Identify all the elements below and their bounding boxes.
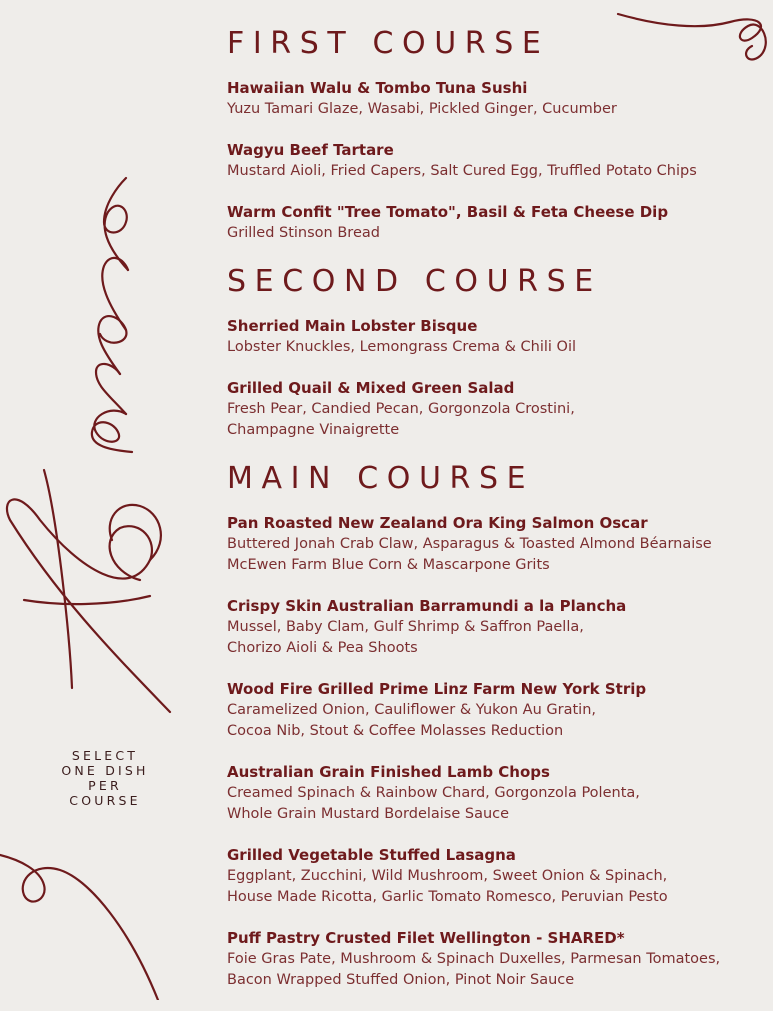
description-line: Creamed Spinach & Rainbow Chard, Gorgonzola Polenta, — [227, 785, 640, 801]
dish-name: Wood Fire Grilled Prime Linz Farm New York Strip — [227, 680, 647, 698]
dish-description — [227, 99, 767, 120]
menu-item — [227, 762, 767, 825]
note-line: PER — [88, 778, 122, 793]
description-line: Buttered Jonah Crab Claw, Asparagus & Toasted Almond Béarnaise — [227, 536, 712, 552]
note-line: ONE DISH — [61, 763, 149, 778]
menu-item — [227, 928, 767, 991]
description-line: House Made Ricotta, Garlic Tomato Romesco, Peruvian Pesto — [227, 889, 668, 905]
description-line: McEwen Farm Blue Corn & Mascarpone Grits — [227, 557, 550, 573]
description-line: Foie Gras Pate, Mushroom & Spinach Duxelles, Parmesan Tomatoes, — [227, 951, 721, 967]
dish-name: Grilled Quail & Mixed Green Salad — [227, 379, 515, 397]
dish-name: Puff Pastry Crusted Filet Wellington - SHARED* — [227, 929, 625, 947]
dish-description — [227, 534, 767, 576]
dish-name: Sherried Main Lobster Bisque — [227, 317, 478, 335]
section-first-course — [227, 26, 767, 244]
select-one-dish-note — [40, 748, 170, 808]
description-line: Cocoa Nib, Stout & Coffee Molasses Reduction — [227, 723, 564, 739]
section-title: MAIN COURSE — [227, 461, 535, 496]
dish-description — [227, 161, 767, 182]
section-title: SECOND COURSE — [227, 264, 602, 299]
section-title: FIRST COURSE — [227, 26, 550, 61]
dish-name: Warm Confit "Tree Tomato", Basil & Feta Cheese Dip — [227, 203, 669, 221]
menu-item — [227, 316, 767, 358]
description-line: Bacon Wrapped Stuffed Onion, Pinot Noir Sauce — [227, 972, 575, 988]
dish-description — [227, 617, 767, 659]
description-line: Grilled Stinson Bread — [227, 225, 380, 241]
note-line: COURSE — [69, 793, 141, 808]
dish-description — [227, 337, 767, 358]
menu-item — [227, 140, 767, 182]
menu-item — [227, 845, 767, 908]
dish-name: Pan Roasted New Zealand Ora King Salmon Oscar — [227, 514, 648, 532]
description-line: Champagne Vinaigrette — [227, 422, 400, 438]
note-line: SELECT — [71, 748, 139, 763]
description-line: Whole Grain Mustard Bordelaise Sauce — [227, 806, 510, 822]
description-line: Mustard Aioli, Fried Capers, Salt Cured Egg, Truffled Potato Chips — [227, 163, 697, 179]
description-line: Caramelized Onion, Cauliflower & Yukon Au Gratin, — [227, 702, 596, 718]
dish-name: Australian Grain Finished Lamb Chops — [227, 763, 550, 781]
dish-name: Crispy Skin Australian Barramundi a la Plancha — [227, 597, 627, 615]
menu-item — [227, 78, 767, 120]
dish-description — [227, 866, 767, 908]
dish-description — [227, 399, 767, 441]
section-items — [227, 316, 767, 441]
description-line: Fresh Pear, Candied Pecan, Gorgonzola Crostini, — [227, 401, 575, 417]
section-items — [227, 78, 767, 244]
dish-description — [227, 223, 767, 244]
dish-name: Wagyu Beef Tartare — [227, 141, 394, 159]
menu-item — [227, 202, 767, 244]
dish-name: Hawaiian Walu & Tombo Tuna Sushi — [227, 79, 528, 97]
description-line: Mussel, Baby Clam, Gulf Shrimp & Saffron Paella, — [227, 619, 584, 635]
menu-content — [227, 26, 767, 1011]
dish-description — [227, 700, 767, 742]
menu-item — [227, 378, 767, 441]
dish-description — [227, 949, 767, 991]
menu-item — [227, 679, 767, 742]
section-items — [227, 513, 767, 991]
dish-name: Grilled Vegetable Stuffed Lasagna — [227, 846, 516, 864]
section-second-course — [227, 264, 767, 441]
description-line: Chorizo Aioli & Pea Shoots — [227, 640, 418, 656]
dish-description — [227, 783, 767, 825]
description-line: Yuzu Tamari Glaze, Wasabi, Pickled Ginger, Cucumber — [227, 101, 617, 117]
menu-item — [227, 513, 767, 576]
section-main-course — [227, 461, 767, 991]
description-line: Eggplant, Zucchini, Wild Mushroom, Sweet Onion & Spinach, — [227, 868, 668, 884]
menu-item — [227, 596, 767, 659]
description-line: Lobster Knuckles, Lemongrass Crema & Chili Oil — [227, 339, 577, 355]
